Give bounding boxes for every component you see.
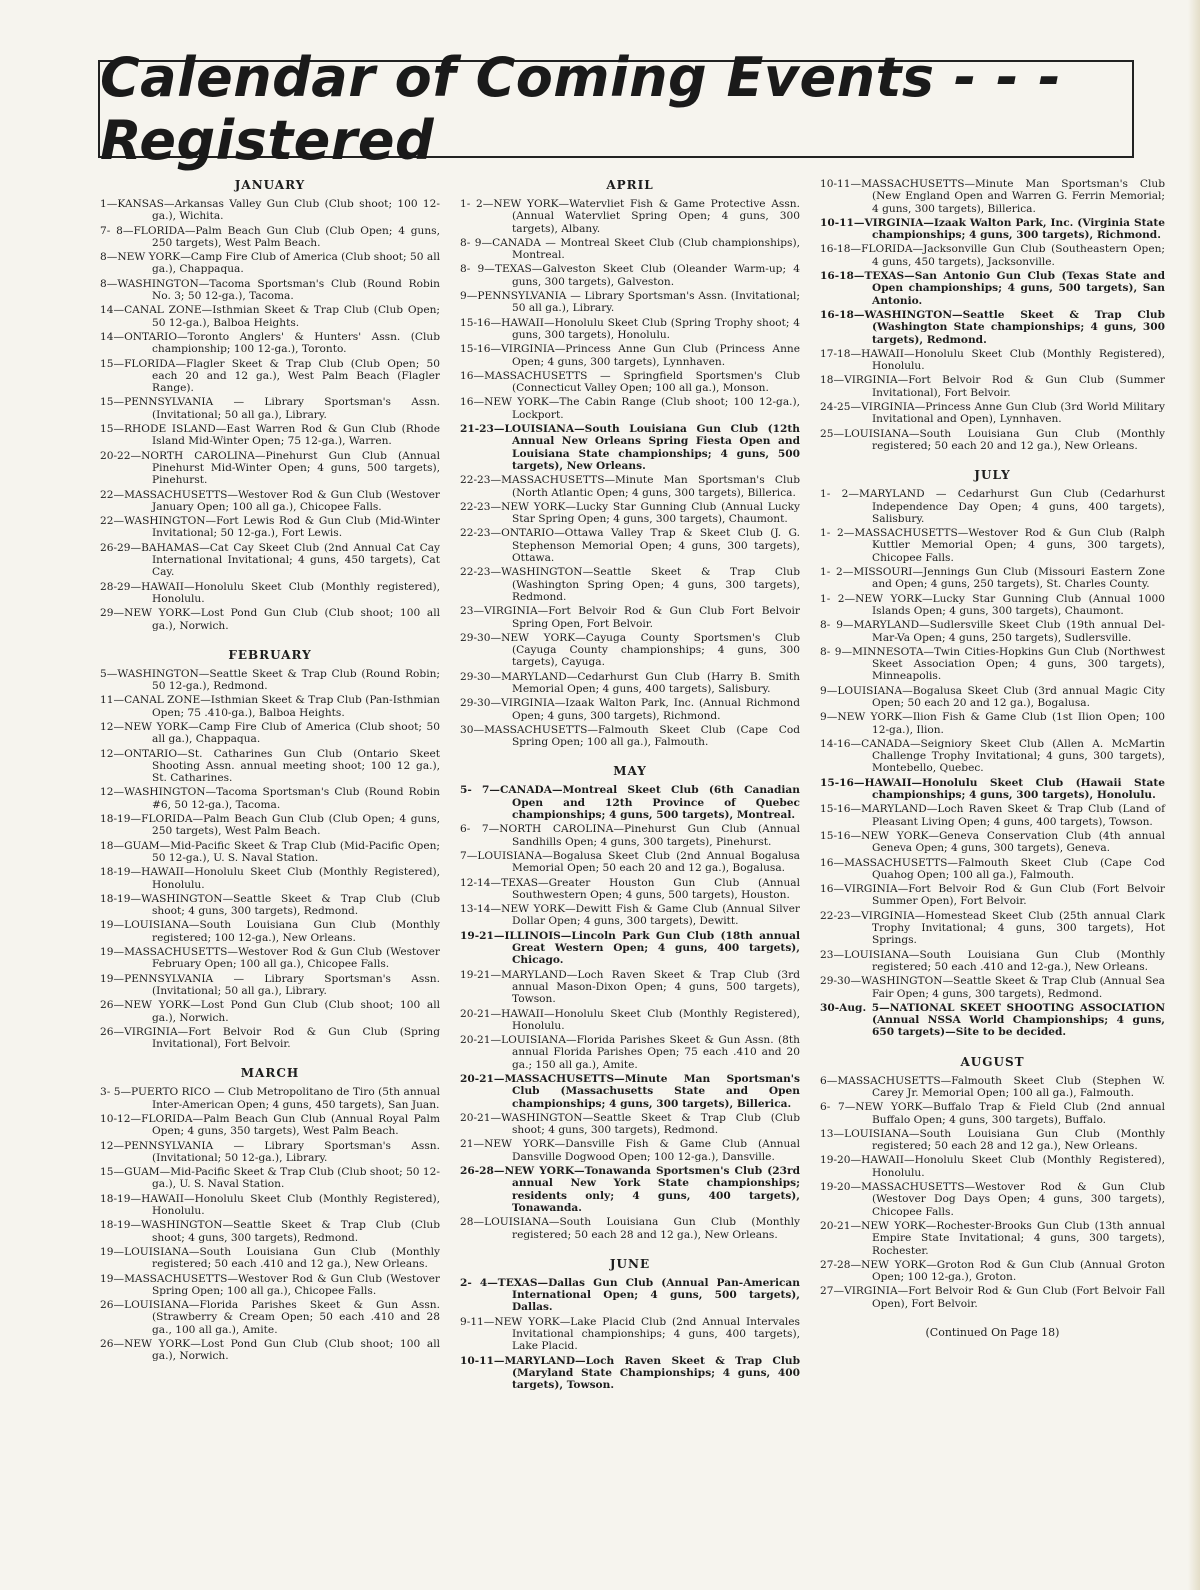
event-entry: 18-19—HAWAII—Honolulu Skeet Club (Monthly Registered), Honolulu.	[100, 1192, 440, 1218]
event-entry: 20-21—NEW YORK—Rochester-Brooks Gun Club (13th annual Empire State Invitational; 4 guns, 300 targets), Rochester.	[820, 1219, 1165, 1257]
event-entry: 8- 9—MINNESOTA—Twin Cities-Hopkins Gun Club (Northwest Skeet Association Open; 4 guns, 300 targets), Minneapolis.	[820, 645, 1165, 683]
event-entry: 12-14—TEXAS—Greater Houston Gun Club (Annual Southwestern Open; 4 guns, 500 targets), Houston.	[460, 876, 800, 901]
month-heading: JUNE	[609, 1256, 651, 1271]
event-entry: 18—VIRGINIA—Fort Belvoir Rod & Gun Club (Summer Invitational), Fort Belvoir.	[820, 374, 1165, 399]
page-edge-shadow	[1188, 0, 1200, 1590]
month-section	[460, 178, 800, 748]
event-entry: 28—LOUISIANA—South Louisiana Gun Club (Monthly registered; 50 each 28 and 12 ga.), New Orleans.	[460, 1216, 800, 1241]
column-1	[100, 178, 440, 1379]
event-entry: 20-22—NORTH CAROLINA—Pinehurst Gun Club (Annual Pinehurst Mid-Winter Open; 4 guns, 500 targets), Pinehurst.	[100, 449, 440, 487]
event-entry: 10-12—FLORIDA—Palm Beach Gun Club (Annual Royal Palm Open; 4 guns, 350 targets), West Palm Beach.	[100, 1113, 440, 1138]
event-entry: 29-30—WASHINGTON—Seattle Skeet & Trap Club (Annual Sea Fair Open; 4 guns, 300 targets), Redmond.	[820, 975, 1165, 1000]
event-entry: 15—FLORIDA—Flagler Skeet & Trap Club (Club Open; 50 each 20 and 12 ga.), West Palm Beach (Flagler Range).	[100, 357, 440, 395]
event-entry: 8—WASHINGTON—Tacoma Sportsman's Club (Round Robin No. 3; 50 12-ga.), Tacoma.	[100, 277, 440, 303]
event-entry: 19—PENNSYLVANIA — Library Sportsman's Assn. (Invitational; 50 all ga.), Library.	[100, 972, 440, 997]
event-entry: 1- 2—NEW YORK—Lucky Star Gunning Club (Annual 1000 Islands Open; 4 guns, 300 targets), Chaumont.	[820, 592, 1165, 617]
event-entry: 8- 9—TEXAS—Galveston Skeet Club (Oleander Warm-up; 4 guns, 300 targets), Galveston.	[460, 263, 800, 288]
event-entry: 22—MASSACHUSETTS—Westover Rod & Gun Club (Westover January Open; 100 all ga.), Chicopee Falls.	[100, 488, 440, 513]
month-heading: MAY	[613, 764, 647, 779]
month-section	[100, 178, 440, 632]
event-entry: 18-19—FLORIDA—Palm Beach Gun Club (Club Open; 4 guns, 250 targets), West Palm Beach.	[100, 813, 440, 838]
event-entry: 1- 2—NEW YORK—Watervliet Fish & Game Protective Assn. (Annual Watervliet Spring Open; 4 guns, 300 targets), Albany.	[460, 198, 800, 235]
month-section	[820, 1055, 1165, 1310]
event-entry: 14-16—CANADA—Seigniory Skeet Club (Allen A. McMartin Challenge Trophy Invitational; 4 guns, 300 targets), Montebello, Quebec.	[820, 737, 1165, 775]
event-entry: 30-Aug. 5—NATIONAL SKEET SHOOTING ASSOCIATION (Annual NSSA World Championships; 4 guns, 650 targets)—Site to be decided.	[820, 1001, 1165, 1039]
event-entry: 8- 9—CANADA — Montreal Skeet Club (Club championships), Montreal.	[460, 236, 800, 262]
event-entry: 15-16—HAWAII—Honolulu Skeet Club (Hawaii State championships; 4 guns, 300 targets), Honolulu.	[820, 776, 1165, 802]
event-entry: 26-28—NEW YORK—Tonawanda Sportsmen's Club (23rd annual New York State championships; residents only; 4 guns, 400 targets), Tonawanda.	[460, 1165, 800, 1214]
event-entry: 10-11—MARYLAND—Loch Raven Skeet & Trap Club (Maryland State Championships; 4 guns, 400 targets), Towson.	[460, 1354, 800, 1392]
event-entry: 22-23—MASSACHUSETTS—Minute Man Sportsman's Club (North Atlantic Open; 4 guns, 300 targets), Billerica.	[460, 474, 800, 499]
event-entry: 9-11—NEW YORK—Lake Placid Club (2nd Annual Intervales Invitational championships; 4 guns, 400 targets), Lake Placid.	[460, 1315, 800, 1353]
event-entry: 1- 2—MASSACHUSETTS—Westover Rod & Gun Club (Ralph Kuttler Memorial Open; 4 guns, 300 targets), Chicopee Falls.	[820, 527, 1165, 564]
event-entry: 6—MASSACHUSETTS—Falmouth Skeet Club (Stephen W. Carey Jr. Memorial Open; 100 all ga.), Falmouth.	[820, 1074, 1165, 1099]
month-section	[100, 648, 440, 1051]
event-entry: 16—NEW YORK—The Cabin Range (Club shoot; 100 12-ga.), Lockport.	[460, 396, 800, 421]
event-entry: 8- 9—MARYLAND—Sudlersville Skeet Club (19th annual Del-Mar-Va Open; 4 guns, 250 targets), Sudlersville.	[820, 619, 1165, 644]
event-entry: 7- 8—FLORIDA—Palm Beach Gun Club (Club Open; 4 guns, 250 targets), West Palm Beach.	[100, 224, 440, 249]
event-entry: 18-19—WASHINGTON—Seattle Skeet & Trap Club (Club shoot; 4 guns, 300 targets), Redmond.	[100, 1219, 440, 1244]
event-entry: 21-23—LOUISIANA—South Louisiana Gun Club (12th Annual New Orleans Spring Fiesta Open and Louisiana State championships; 4 guns, 500 targets), New Orleans.	[460, 423, 800, 472]
event-entry: 24-25—VIRGINIA—Princess Anne Gun Club (3rd World Military Invitational and Open), Lynnhaven.	[820, 401, 1165, 426]
event-entry: 22-23—ONTARIO—Ottawa Valley Trap & Skeet Club (J. G. Stephenson Memorial Open; 4 guns, 300 targets), Ottawa.	[460, 527, 800, 565]
event-entry: 18-19—HAWAII—Honolulu Skeet Club (Monthly Registered), Honolulu.	[100, 866, 440, 891]
column-3	[820, 178, 1165, 1339]
event-entry: 26—NEW YORK—Lost Pond Gun Club (Club shoot; 100 all ga.), Norwich.	[100, 1338, 440, 1363]
event-entry: 23—VIRGINIA—Fort Belvoir Rod & Gun Club Fort Belvoir Spring Open, Fort Belvoir.	[460, 605, 800, 630]
event-entry: 18-19—WASHINGTON—Seattle Skeet & Trap Club (Club shoot; 4 guns, 300 targets), Redmond.	[100, 892, 440, 918]
event-entry: 18—GUAM—Mid-Pacific Skeet & Trap Club (Mid-Pacific Open; 50 12-ga.), U. S. Naval Station.	[100, 839, 440, 864]
event-entry: 17-18—HAWAII—Honolulu Skeet Club (Monthly Registered), Honolulu.	[820, 347, 1165, 373]
event-entry: 27—VIRGINIA—Fort Belvoir Rod & Gun Club (Fort Belvoir Fall Open), Fort Belvoir.	[820, 1285, 1165, 1310]
event-entry: 12—NEW YORK—Camp Fire Club of America (Club shoot; 50 all ga.), Chappaqua.	[100, 720, 440, 746]
page-title: Calendar of Coming Events - - - Registered	[100, 46, 1062, 172]
event-entry: 12—WASHINGTON—Tacoma Sportsman's Club (Round Robin #6, 50 12-ga.), Tacoma.	[100, 786, 440, 811]
event-entry: 1- 2—MISSOURI—Jennings Gun Club (Missouri Eastern Zone and Open; 4 guns, 250 targets), St. Charles County.	[820, 566, 1165, 591]
event-entry: 13-14—NEW YORK—Dewitt Fish & Game Club (Annual Silver Dollar Open; 4 guns, 300 targets), Dewitt.	[460, 903, 800, 928]
event-entry: 16-18—TEXAS—San Antonio Gun Club (Texas State and Open championships; 4 guns, 500 targets), San Antonio.	[820, 270, 1165, 307]
event-entry: 9—NEW YORK—Ilion Fish & Game Club (1st Ilion Open; 100 12-ga.), Ilion.	[820, 711, 1165, 736]
event-entry: 26—VIRGINIA—Fort Belvoir Rod & Gun Club (Spring Invitational), Fort Belvoir.	[100, 1025, 440, 1051]
event-entry: 3- 5—PUERTO RICO — Club Metropolitano de Tiro (5th annual Inter-American Open; 4 guns, 450 targets), San Juan.	[100, 1086, 440, 1111]
event-entry: 29-30—NEW YORK—Cayuga County Sportsmen's Club (Cayuga County championships; 4 guns, 300 targets), Cayuga.	[460, 631, 800, 669]
event-entry: 22-23—WASHINGTON—Seattle Skeet & Trap Club (Washington Spring Open; 4 guns, 300 targets), Redmond.	[460, 566, 800, 603]
event-entry: 27-28—NEW YORK—Groton Rod & Gun Club (Annual Groton Open; 100 12-ga.), Groton.	[820, 1258, 1165, 1284]
event-entry: 19-20—MASSACHUSETTS—Westover Rod & Gun Club (Westover Dog Days Open; 4 guns, 300 targets), Chicopee Falls.	[820, 1181, 1165, 1218]
event-entry: 22—WASHINGTON—Fort Lewis Rod & Gun Club (Mid-Winter Invitational; 50 12-ga.), Fort Lewis.	[100, 515, 440, 540]
event-entry: 23—LOUISIANA—South Louisiana Gun Club (Monthly registered; 50 each .410 and 12-ga.), New Orleans.	[820, 948, 1165, 973]
event-entry: 12—PENNSYLVANIA — Library Sportsman's Assn. (Invitational; 50 12-ga.), Library.	[100, 1139, 440, 1164]
event-entry: 19-21—MARYLAND—Loch Raven Skeet & Trap Club (3rd annual Mason-Dixon Open; 4 guns, 500 targets), Towson.	[460, 968, 800, 1006]
event-entry: 1- 2—MARYLAND — Cedarhurst Gun Club (Cedarhurst Independence Day Open; 4 guns, 400 targets), Salisbury.	[820, 488, 1165, 525]
event-entry: 20-21—HAWAII—Honolulu Skeet Club (Monthly Registered), Honolulu.	[460, 1007, 800, 1032]
event-entry: 15-16—VIRGINIA—Princess Anne Gun Club (Princess Anne Open; 4 guns, 300 targets), Lynnhaven.	[460, 343, 800, 368]
continued-note: (Continued On Page 18)	[925, 1326, 1060, 1340]
event-entry: 1—KANSAS—Arkansas Valley Gun Club (Club shoot; 100 12-ga.), Wichita.	[100, 198, 440, 223]
month-heading: AUGUST	[960, 1054, 1025, 1069]
event-entry: 14—CANAL ZONE—Isthmian Skeet & Trap Club (Club Open; 50 12-ga.), Balboa Heights.	[100, 304, 440, 329]
event-entry: 9—LOUISIANA—Bogalusa Skeet Club (3rd annual Magic City Open; 50 each 20 and 12 ga.), Bogalusa.	[820, 684, 1165, 709]
event-entry: 16—MASSACHUSETTS — Springfield Sportsmen's Club (Connecticut Valley Open; 100 all ga.), Monson.	[460, 369, 800, 395]
event-entry: 16—VIRGINIA—Fort Belvoir Rod & Gun Club (Fort Belvoir Summer Open), Fort Belvoir.	[820, 883, 1165, 908]
month-heading: APRIL	[606, 178, 654, 192]
event-entry: 19—LOUISIANA—South Louisiana Gun Club (Monthly registered; 100 12-ga.), New Orleans.	[100, 919, 440, 944]
event-entry: 7—LOUISIANA—Bogalusa Skeet Club (2nd Annual Bogalusa Memorial Open; 50 each 20 and 12 ga.), Bogalusa.	[460, 849, 800, 875]
event-entry: 16-18—FLORIDA—Jacksonville Gun Club (Southeastern Open; 4 guns, 450 targets), Jacksonville.	[820, 243, 1165, 268]
event-entry: 14—ONTARIO—Toronto Anglers' & Hunters' Assn. (Club championship; 100 12-ga.), Toronto.	[100, 330, 440, 356]
event-entry: 19-21—ILLINOIS—Lincoln Park Gun Club (18th annual Great Western Open; 4 guns, 400 targets), Chicago.	[460, 929, 800, 967]
month-section	[460, 764, 800, 1240]
title-box	[98, 46, 1134, 172]
event-entry: 15-16—MARYLAND—Loch Raven Skeet & Trap Club (Land of Pleasant Living Open; 4 guns, 400 targets), Towson.	[820, 803, 1165, 828]
event-entry: 26—LOUISIANA—Florida Parishes Skeet & Gun Assn. (Strawberry & Cream Open; 50 each .410 and 28 ga., 100 all ga.), Amite.	[100, 1299, 440, 1336]
event-entry: 29—NEW YORK—Lost Pond Gun Club (Club shoot; 100 all ga.), Norwich.	[100, 607, 440, 632]
event-entry: 10-11—VIRGINIA—Izaak Walton Park, Inc. (Virginia State championships; 4 guns, 300 targets), Richmond.	[820, 216, 1165, 242]
event-entry: 29-30—MARYLAND—Cedarhurst Gun Club (Harry B. Smith Memorial Open; 4 guns, 400 targets), Salisbury.	[460, 670, 800, 695]
event-entry: 8—NEW YORK—Camp Fire Club of America (Club shoot; 50 all ga.), Chappaqua.	[100, 251, 440, 276]
month-heading: FEBRUARY	[228, 647, 312, 662]
month-section	[820, 178, 1165, 452]
month-section	[100, 1066, 440, 1362]
month-section	[460, 1257, 800, 1392]
event-entry: 19—MASSACHUSETTS—Westover Rod & Gun Club (Westover February Open; 100 all ga.), Chicopee Falls.	[100, 946, 440, 971]
event-entry: 6- 7—NORTH CAROLINA—Pinehurst Gun Club (Annual Sandhills Open; 4 guns, 300 targets), Pinehurst.	[460, 823, 800, 848]
month-section	[820, 468, 1165, 1038]
event-entry: 10-11—MASSACHUSETTS—Minute Man Sportsman's Club (New England Open and Warren G. Ferrin Memorial; 4 guns, 300 targets), Billerica.	[820, 178, 1165, 215]
event-entry: 19—LOUISIANA—South Louisiana Gun Club (Monthly registered; 50 each .410 and 12 ga.), New Orleans.	[100, 1245, 440, 1271]
event-entry: 22-23—VIRGINIA—Homestead Skeet Club (25th annual Clark Trophy Invitational; 4 guns, 300 targets), Hot Springs.	[820, 909, 1165, 947]
event-entry: 15—RHODE ISLAND—East Warren Rod & Gun Club (Rhode Island Mid-Winter Open; 75 12-ga.), Warren.	[100, 423, 440, 448]
event-entry: 16-18—WASHINGTON—Seattle Skeet & Trap Club (Washington State championships; 4 guns, 300 targets), Redmond.	[820, 308, 1165, 346]
event-entry: 11—CANAL ZONE—Isthmian Skeet & Trap Club (Pan-Isthmian Open; 75 .410-ga.), Balboa Heights.	[100, 694, 440, 719]
event-entry: 26-29—BAHAMAS—Cat Cay Skeet Club (2nd Annual Cat Cay International Invitational; 4 guns, 450 targets), Cat Cay.	[100, 541, 440, 579]
event-entry: 19—MASSACHUSETTS—Westover Rod & Gun Club (Westover Spring Open; 100 all ga.), Chicopee Falls.	[100, 1272, 440, 1297]
event-entry: 15-16—NEW YORK—Geneva Conservation Club (4th annual Geneva Open; 4 guns, 300 targets), Geneva.	[820, 829, 1165, 855]
event-entry: 16—MASSACHUSETTS—Falmouth Skeet Club (Cape Cod Quahog Open; 100 all ga.), Falmouth.	[820, 856, 1165, 881]
event-entry: 13—LOUISIANA—South Louisiana Gun Club (Monthly registered; 50 each 28 and 12 ga.), New Orleans.	[820, 1127, 1165, 1153]
event-entry: 15—GUAM—Mid-Pacific Skeet & Trap Club (Club shoot; 50 12-ga.), U. S. Naval Station.	[100, 1166, 440, 1191]
event-entry: 30—MASSACHUSETTS—Falmouth Skeet Club (Cape Cod Spring Open; 100 all ga.), Falmouth.	[460, 723, 800, 749]
event-entry: 9—PENNSYLVANIA — Library Sportsman's Assn. (Invitational; 50 all ga.), Library.	[460, 290, 800, 315]
event-entry: 22-23—NEW YORK—Lucky Star Gunning Club (Annual Lucky Star Spring Open; 4 guns, 300 targets), Chaumont.	[460, 500, 800, 526]
month-heading: JANUARY	[234, 178, 306, 192]
event-entry: 6- 7—NEW YORK—Buffalo Trap & Field Club (2nd annual Buffalo Open; 4 guns, 300 targets), Buffalo.	[820, 1101, 1165, 1126]
event-entry: 15-16—HAWAII—Honolulu Skeet Club (Spring Trophy shoot; 4 guns, 300 targets), Honolulu.	[460, 316, 800, 341]
event-entry: 2- 4—TEXAS—Dallas Gun Club (Annual Pan-American International Open; 4 guns, 500 targets), Dallas.	[460, 1276, 800, 1314]
column-2	[460, 178, 800, 1408]
event-entry: 26—NEW YORK—Lost Pond Gun Club (Club shoot; 100 all ga.), Norwich.	[100, 999, 440, 1024]
event-entry: 5—WASHINGTON—Seattle Skeet & Trap Club (Round Robin; 50 12-ga.), Redmond.	[100, 667, 440, 693]
event-entry: 25—LOUISIANA—South Louisiana Gun Club (Monthly registered; 50 each 20 and 12 ga.), New Orleans.	[820, 427, 1165, 452]
month-heading: JULY	[974, 468, 1011, 483]
event-entry: 12—ONTARIO—St. Catharines Gun Club (Ontario Skeet Shooting Assn. annual meeting shoot; 100 12 ga.), St. Catharines.	[100, 747, 440, 785]
event-entry: 29-30—VIRGINIA—Izaak Walton Park, Inc. (Annual Richmond Open; 4 guns, 300 targets), Richmond.	[460, 697, 800, 722]
event-entry: 21—NEW YORK—Dansville Fish & Game Club (Annual Dansville Dogwood Open; 100 12-ga.), Dansville.	[460, 1138, 800, 1163]
event-entry: 28-29—HAWAII—Honolulu Skeet Club (Monthly registered), Honolulu.	[100, 580, 440, 605]
event-entry: 20-21—LOUISIANA—Florida Parishes Skeet & Gun Assn. (8th annual Florida Parishes Open; 75 each .410 and 20 ga.; 150 all ga.), Amite.	[460, 1034, 800, 1071]
month-heading: MARCH	[240, 1066, 300, 1081]
event-entry: 15—PENNSYLVANIA — Library Sportsman's Assn. (Invitational; 50 all ga.), Library.	[100, 396, 440, 421]
event-entry: 5- 7—CANADA—Montreal Skeet Club (6th Canadian Open and 12th Province of Quebec championships; 4 guns, 500 targets), Montreal.	[460, 784, 800, 822]
event-entry: 20-21—WASHINGTON—Seattle Skeet & Trap Club (Club shoot; 4 guns, 300 targets), Redmond.	[460, 1111, 800, 1137]
event-entry: 19-20—HAWAII—Honolulu Skeet Club (Monthly Registered), Honolulu.	[820, 1154, 1165, 1179]
event-entry: 20-21—MASSACHUSETTS—Minute Man Sportsman's Club (Massachusetts State and Open championships; 4 guns, 300 targets), Billerica.	[460, 1073, 800, 1110]
